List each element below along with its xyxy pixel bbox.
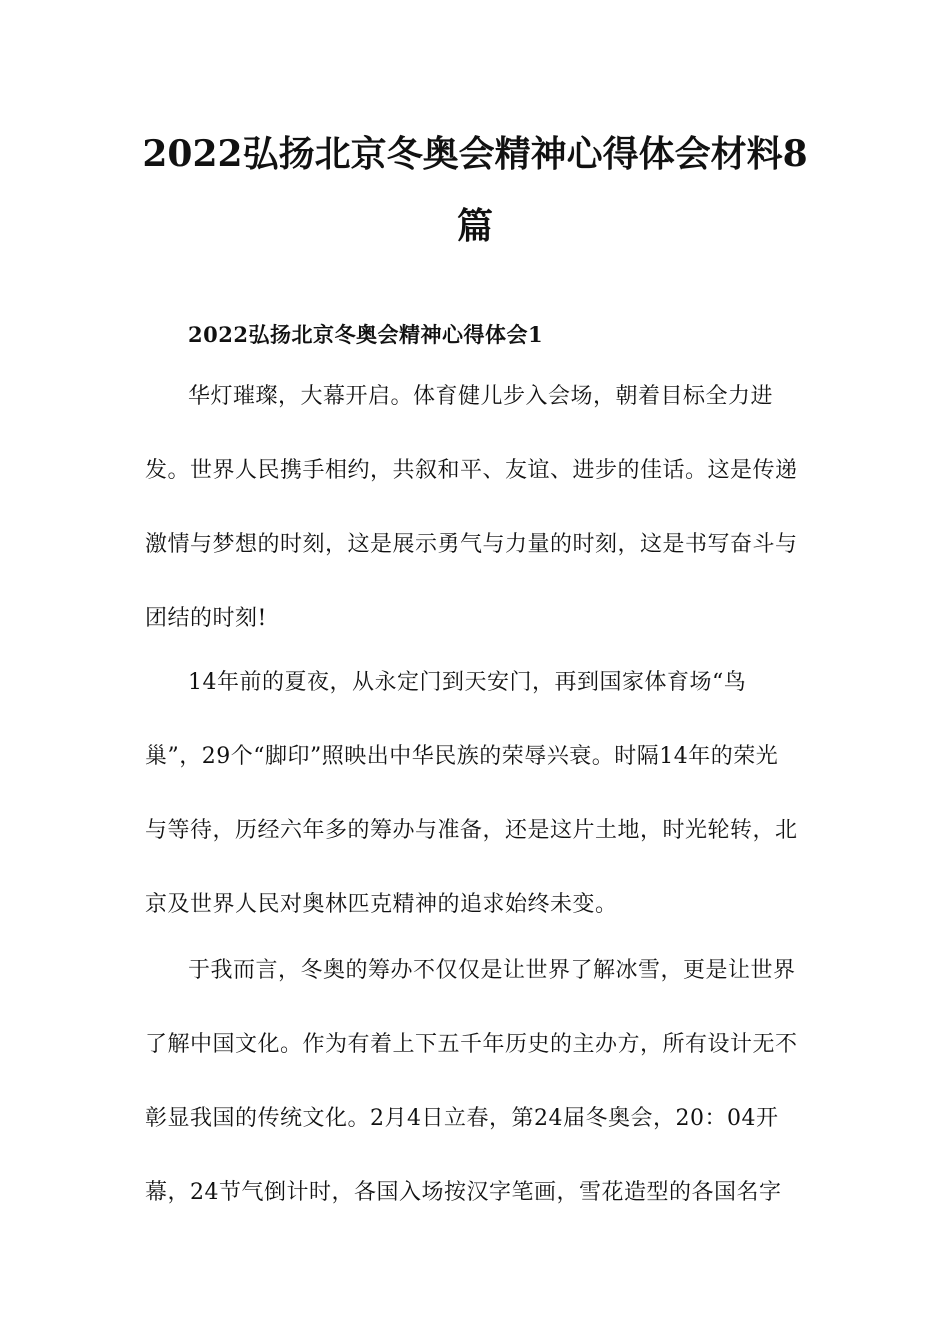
paragraph-line: 京及世界人民对奥林匹克精神的追求始终未变。	[145, 892, 618, 917]
paragraph-line: 巢”，29个“脚印”照映出中华民族的荣辱兴衰。时隔14年的荣光	[145, 744, 779, 769]
paragraph-line: 团结的时刻!	[145, 606, 267, 631]
document-title-line-2: 篇	[456, 205, 493, 247]
document-title-line-1: 2022弘扬北京冬奥会精神心得体会材料8	[142, 133, 808, 175]
section-heading: 2022弘扬北京冬奥会精神心得体会1	[188, 322, 544, 347]
paragraph-line: 于我而言，冬奥的筹办不仅仅是让世界了解冰雪，更是让世界	[188, 958, 796, 983]
paragraph-line: 与等待，历经六年多的筹办与准备，还是这片土地，时光轮转，北	[145, 818, 798, 843]
paragraph-line: 了解中国文化。作为有着上下五千年历史的主办方，所有设计无不	[145, 1032, 798, 1057]
paragraph-line: 华灯璀璨，大幕开启。体育健儿步入会场，朝着目标全力进	[188, 384, 774, 409]
paragraph-line: 幕，24节气倒计时，各国入场按汉字笔画，雪花造型的各国名字	[145, 1180, 782, 1205]
paragraph-line: 14年前的夏夜，从永定门到天安门，再到国家体育场“鸟	[188, 670, 747, 695]
paragraph-line: 激情与梦想的时刻，这是展示勇气与力量的时刻，这是书写奋斗与	[145, 532, 798, 557]
paragraph-line: 发。世界人民携手相约，共叙和平、友谊、进步的佳话。这是传递	[145, 458, 798, 483]
paragraph-line: 彰显我国的传统文化。2月4日立春，第24届冬奥会，20：04开	[145, 1106, 779, 1131]
